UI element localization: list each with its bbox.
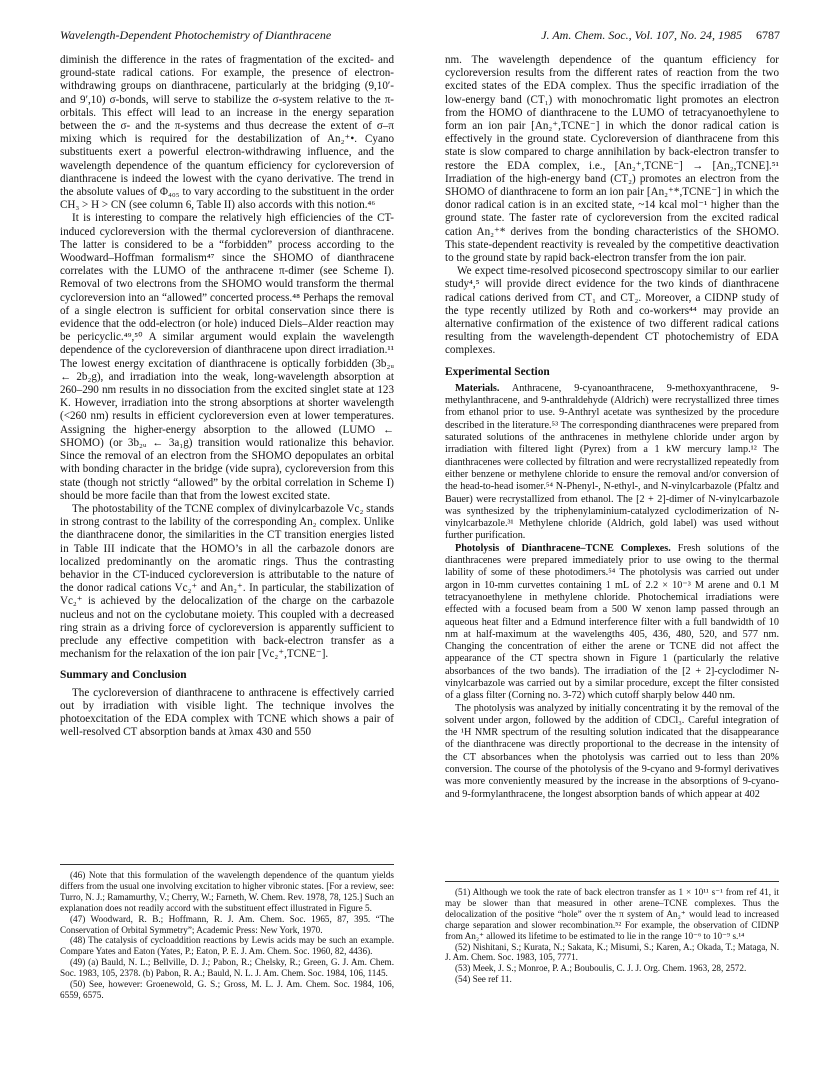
footnote: (49) (a) Bauld, N. L.; Bellville, D. J.; Pabon, R.; Chelsky, R.; Green, G. J. Am. Chem. Soc. 1983, 105, 2378. (b) Pabon, R. A.; Bauld, N. L. J. Am. Chem. Soc. 1984, 106, 1145. [60, 957, 394, 979]
section-heading-summary: Summary and Conclusion [60, 669, 187, 682]
footnote: (46) Note that this formulation of the wavelength dependence of the quantum yields differs from the usual one involving excitation to higher vibronic states. [For a review, see: Turro, N. J.; Ramamurthy, V.; Cherry, W.; Farneth, W. Chem. Rev. 1978, 78, 125.] Such an explanation does not readily accord with the substituent effect illustrated in Figure 5. [60, 870, 394, 913]
footnote: (54) See ref 11. [455, 974, 512, 985]
photolysis-paragraph [445, 543, 779, 703]
running-head [60, 28, 780, 44]
body-paragraph: diminish the difference in the rates of fragmentation of the excited- and ground-state radical cations. For example, the presence of electron-withdrawing groups on dianthracene, particularly at the bridging (9,10′- and 9′,10) σ-bonds, will serve to stabilize the σ-system relative to the π-orbitals. This effect will lead to an increase in the energy separation between the σ- and the π-systems and thus decrease the extent of σ–π mixing which is required for the destabilization of An₂⁺•. Cyano substituents exert a powerful electron-withdrawing influence, and the wavelength dependence of the quantum efficiency for cycloreversion of dianthracene is indeed the lowest with the cyano derivative. The trend in the absolute values of Φ₄₀₅ to vary according to the substituent in the order CH₃ > H > CN (see column 6, Table II) also accords with this notion.⁴⁶ [60, 54, 394, 212]
materials-paragraph [445, 383, 779, 543]
footnote-divider [60, 864, 394, 865]
footnote: (50) See, however: Groenewold, G. S.; Gross, M. L. J. Am. Chem. Soc. 1984, 106, 6559, 6575. [60, 979, 394, 1000]
left-column-body [60, 54, 394, 857]
materials-text: Anthracene, 9-cyanoanthracene, 9-methoxyanthracene, 9-methylanthracene, and 9-anthraldehyde (Aldrich) were recrystallized three times from ethanol prior to use. 9-Anthryl acetate was synthesized by the procedure described in the literature.⁵³ The corresponding dianthracenes were prepared from saturated solutions of the anthracenes in methylene chloride under argon by irradiation with filtered light (Pyrex) from a 1 kW mercury lamp.¹² The dianthracenes were collected by filtration and were recrystallized repeatedly from either benzene or methylene chloride to ensure the removal and/or conversion of the head-to-head isomer.⁵⁴ N-Phenyl-, N-ethyl-, and N-vinylcarbazole (Pfaltz and Bauer) were recrystallized from ethanol. The [2 + 2]-dimer of N-vinylcarbazole was synthesized by the triphenylaminium-catalyzed cyclodimerization of N-vinylcarbazole.³¹ Methylene chloride (Aldrich, gold label) was used without further purification. [445, 382, 779, 542]
body-paragraph: nm. The wavelength dependence of the quantum efficiency for cycloreversion results from the different rates of reaction from the two excited states of the EDA complex. Thus the specific irradiation of the low-energy band (CT₁) with monochromatic light promotes an electron from the HOMO of dianthracene to the LUMO of tetracyanoethylene to form an ion pair [An₂⁺,TCNE⁻] in which the donor radical cation is effectively in the ground state. Cycloreversion of dianthracene from this state is slow compared to charge annihilation by back-electron transfer to restore the EDA complex, i.e., [An₂⁺,TCNE⁻] → [An₂,TCNE].⁵¹ Irradiation of the high-energy band (CT₂) promotes an electron from the SHOMO of dianthracene to form an ion pair [An₂⁺*,TCNE⁻] in which the donor radical cation is in an excited state, ~14 kcal mol⁻¹ higher than the ground state. The faster rate of cycloreversion from the excited radical cation An₂⁺* derives from the bonding characteristics of the SHOMO. This state-dependent reactivity is revealed by the competitive deactivation to the ground state by rapid back-electron transfer from the ion pair. [445, 54, 779, 265]
left-column [60, 54, 394, 1001]
experimental-text [445, 383, 779, 801]
photolysis-label: Photolysis of Dianthracene–TCNE Complexes. [455, 542, 671, 554]
right-column [445, 54, 779, 985]
body-paragraph: The photostability of the TCNE complex of divinylcarbazole Vc₂ stands in strong contrast to the lability of the corresponding An₂ complex. Unlike the dianthracene donor, the similarities in the CT transition energies listed in Table III indicate that the HOMO’s in all the carbazole donors are localized predominantly on the aromatic rings. Thus the contrasting behavior in the CT-induced cycloreversion is attributable to the nature of the donor radical cations Vc₂⁺ and An₂⁺. In particular, the stabilization of Vc₂⁺ is achieved by the delocalization of the charge on the carbazole nucleus and not on the cyclobutane moiety. This coupled with a decreased ring strain as a driving force of cycloreversion is apparently sufficient to preclude any effective competition with back-electron transfer as a mechanism for the relaxation of the ion pair [Vc₂⁺,TCNE⁻]. [60, 502, 394, 661]
body-paragraph: We expect time-resolved picosecond spectroscopy similar to our earlier study⁴,⁵ will provide direct evidence for the two kinds of dianthracene radical cations derived from CT₁ and CT₂. Moreover, a CIDNP study of the type recently utilized by Roth and co-workers⁴⁴ may provide an alternative confirmation of the existence of two different radical cations resulting from the wavelength-dependent CT photochemistry of EDA complexes. [445, 265, 779, 357]
photolysis-text: Fresh solutions of the dianthracenes were prepared immediately prior to use owing to the thermal lability of some of these photodimers.⁵⁴ The photolysis was carried out under argon in 10-mm curvettes containing 1 mL of 2.2 × 10⁻³ M arene and 0.1 M tetracyanoethylene in methylene chloride. Photochemical irradiations were effected with a focused beam from a 500 W xenon lamp passed through an aqueous heat filter and a Edmund interference filter with a full bandwidth of 10 nm at half-maximum at the wavelengths 405, 436, 480, 520, and 577 nm. Changing the concentration of either the arene or TCNE did not affect the appearance of the CT spectra shown in Figure 1 (particularly the relative absorbances of the two bands). The irradiation of the [2 + 2]-cyclodimer N-vinylcarbazole was carried out by a similar procedure, except the filter consisted of a glass filter (Corning no. 3-72) which cutoff sharply below 440 nm. [445, 542, 779, 702]
footnote: (47) Woodward, R. B.; Hoffmann, R. J. Am. Chem. Soc. 1965, 87, 395. “The Conservation of Orbital Symmetry”; Academic Press: New York, 1970. [60, 913, 394, 935]
materials-label: Materials. [455, 382, 500, 394]
footnotes-left [60, 870, 394, 1001]
footnotes-right [445, 887, 779, 985]
footnote: (51) Although we took the rate of back electron transfer as 1 × 10¹¹ s⁻¹ from ref 41, it may be slower than that measured in other arene–TCNE complexes. Thus the delocalization of the positive “hole” over the π system of An₂⁺ would lead to increased charge separation and slower recombination.⁵² For example, the observation of CIDNP from An₂⁺ allowed its lifetime to be estimated to lie in the range 10⁻⁶ to 10⁻⁹ s.¹⁴ [445, 887, 779, 941]
journal-name: J. Am. Chem. Soc., Vol. 107, No. 24, 1985 [541, 28, 742, 42]
summary-paragraph: The cycloreversion of dianthracene to anthracene is effectively carried out by irradiation with visible light. The technique involves the photoexcitation of the EDA complex with TCNE which shows a pair of well-resolved CT absorption bands at λmax 430 and 550 [60, 686, 394, 739]
photolysis-analysis-paragraph: The photolysis was analyzed by initially concentrating it by the removal of the solvent under argon, followed by the addition of CDCl₃. Careful integration of the ¹H NMR spectrum of the resulting solution indicated that the disappearance of the dianthracene was directly proportional to the decrease in the intensity of the CT absorbances when the photolysis was carried out to less than 20% conversion. The course of the photolysis of the 9-cyano and 9-formyl derivatives was more conveniently measured by the increase in the absorptions of 9-cyano- and 9-formylanthracene, the longest absorption bands of which appear at 402 [445, 702, 779, 800]
footnote: (53) Meek, J. S.; Monroe, P. A.; Bouboulis, C. J. J. Org. Chem. 1963, 28, 2572. [455, 963, 747, 974]
footnote: (52) Nishitani, S.; Kurata, N.; Sakata, K.; Misumi, S.; Karen, A.; Okada, T.; Mataga, N. J. Am. Chem. Soc. 1983, 105, 7771. [445, 941, 779, 963]
right-column-body [445, 54, 779, 874]
footnote-divider [445, 881, 779, 882]
journal-citation [541, 28, 780, 43]
page-number: 6787 [756, 28, 780, 42]
article-running-title: Wavelength-Dependent Photochemistry of Dianthracene [60, 28, 332, 42]
footnote: (48) The catalysis of cycloaddition reactions by Lewis acids may be such an example. Compare Yates and Eaton (Yates, P.; Eaton, P. E. J. Am. Chem. Soc. 1960, 82, 4436). [60, 935, 394, 957]
section-heading-experimental: Experimental Section [445, 365, 550, 378]
body-paragraph: It is interesting to compare the relatively high efficiencies of the CT-induced cycloreversion with the thermal cycloreversion of dianthracene. The latter is considered to be a “forbidden” process according to the Woodward–Hoffman formalism⁴⁷ since the SHOMO of dianthracene correlates with the LUMO of the anthracene π-dimer (see Scheme I). Removal of two electrons from the SHOMO would transform the thermal cycloreversion into an “allowed” concerted process.⁴⁸ Perhaps the removal of a single electron is sufficient for orbital conservation since there is evidence that the odd-electron (or hole) induced Diels–Alder reaction may be pericyclic.⁴⁹,⁵⁰ A similar argument would explain the wavelength dependence of the cycloreversion of dianthracene upon direct irradiation.¹¹ The lowest energy excitation of dianthracene is optically forbidden (3b₂ᵤ ← 2b₂g), and irradiation into the weak, long-wavelength absorption at 260–290 nm results in no dissociation from the excited singlet state at 123 K. However, irradiation into the strong absorptions at shorter wavelength (<260 nm) results in efficient cycloreversion even at lower temperatures. Assigning the higher-energy absorption to the allowed (LUMO ← SHOMO) (or 3b₂ᵤ ← 3a₁g) transition would rationalize this behavior. Since the removal of an electron from the SHOMO depopulates an orbital with bonding character in the bridge (vide supra), cycloreversion from this state (though not strictly “allowed” by the orbital correlation in Scheme I) should be more facile than that from the lowest excited state. [60, 212, 394, 502]
